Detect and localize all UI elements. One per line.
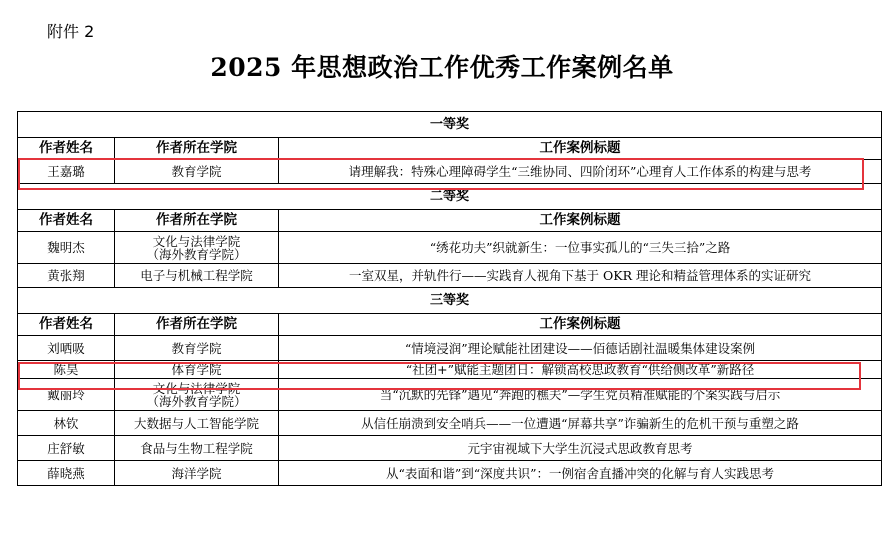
case-title: 当“沉默的先锋”遇见“奔跑的樵夫”—学生党员精准赋能的个案实践与启示 [279, 379, 882, 411]
author-name: 林钦 [18, 411, 115, 436]
author-name: 黄张翔 [18, 264, 115, 288]
author-college: 电子与机械工程学院 [115, 264, 279, 288]
case-title: 从信任崩溃到安全哨兵——一位遭遇“屏幕共享”诈骗新生的危机干预与重塑之路 [279, 411, 882, 436]
case-title: “社团+”赋能主题团日：解锁高校思政教育“供给侧改革”新路径 [279, 361, 882, 379]
page-title: 2025 年思想政治工作优秀工作案例名单 [210, 53, 674, 82]
case-title: 请理解我：特殊心理障碍学生“三维协同、四阶闭环”心理育人工作体系的构建与思考 [279, 160, 882, 184]
author-college [115, 379, 279, 411]
table-row [18, 461, 882, 486]
table-row [18, 264, 882, 288]
author-name: 戴丽玲 [18, 379, 115, 411]
author-name: 魏明杰 [18, 232, 115, 264]
college-line-2: （海外教育学院） [146, 246, 247, 262]
case-title: “情境浸润”理论赋能社团建设——佰德话剧社温暖集体建设案例 [279, 336, 882, 361]
case-title: “绣花功夫”织就新生：一位事实孤儿的“三失三拾”之路 [279, 232, 882, 264]
author-name: 王嘉璐 [18, 160, 115, 184]
author-name: 薛晓燕 [18, 461, 115, 486]
table-row [18, 436, 882, 461]
prize-heading: 三等奖 [18, 288, 882, 314]
header-row [18, 314, 882, 336]
header-row [18, 138, 882, 160]
author-college: 教育学院 [115, 160, 279, 184]
prize-heading: 一等奖 [18, 112, 882, 138]
header-name: 作者姓名 [18, 138, 115, 160]
case-title: 从“表面和谐”到“深度共识”：一例宿舍直播冲突的化解与育人实践思考 [279, 461, 882, 486]
attachment-label: 附件 2 [47, 22, 95, 41]
header-college: 作者所在学院 [115, 314, 279, 336]
header-case-title: 工作案例标题 [279, 138, 882, 160]
table-row [18, 160, 882, 184]
author-college: 食品与生物工程学院 [115, 436, 279, 461]
author-college: 海洋学院 [115, 461, 279, 486]
header-name: 作者姓名 [18, 314, 115, 336]
header-college: 作者所在学院 [115, 210, 279, 232]
table-row [18, 411, 882, 436]
author-college: 大数据与人工智能学院 [115, 411, 279, 436]
header-college: 作者所在学院 [115, 138, 279, 160]
table-row [18, 361, 882, 379]
author-college: 体育学院 [115, 361, 279, 379]
header-row [18, 210, 882, 232]
author-college [115, 232, 279, 264]
header-case-title: 工作案例标题 [279, 314, 882, 336]
header-case-title: 工作案例标题 [279, 210, 882, 232]
college-line: 文化与法律学院 [152, 380, 241, 396]
table-row [18, 379, 882, 411]
author-name: 庄舒敏 [18, 436, 115, 461]
case-title: 元宇宙视域下大学生沉浸式思政教育思考 [279, 436, 882, 461]
author-name: 陈昊 [18, 361, 115, 379]
award-table [17, 111, 882, 486]
college-line-2: （海外教育学院） [146, 393, 247, 409]
table-row [18, 336, 882, 361]
college-line: 文化与法律学院 [152, 233, 241, 249]
prize-heading: 二等奖 [18, 184, 882, 210]
case-title: 一室双星，并轨件行——实践育人视角下基于 OKR 理论和精益管理体系的实证研究 [279, 264, 882, 288]
table-row [18, 232, 882, 264]
author-name: 刘哂吸 [18, 336, 115, 361]
header-name: 作者姓名 [18, 210, 115, 232]
author-college: 教育学院 [115, 336, 279, 361]
